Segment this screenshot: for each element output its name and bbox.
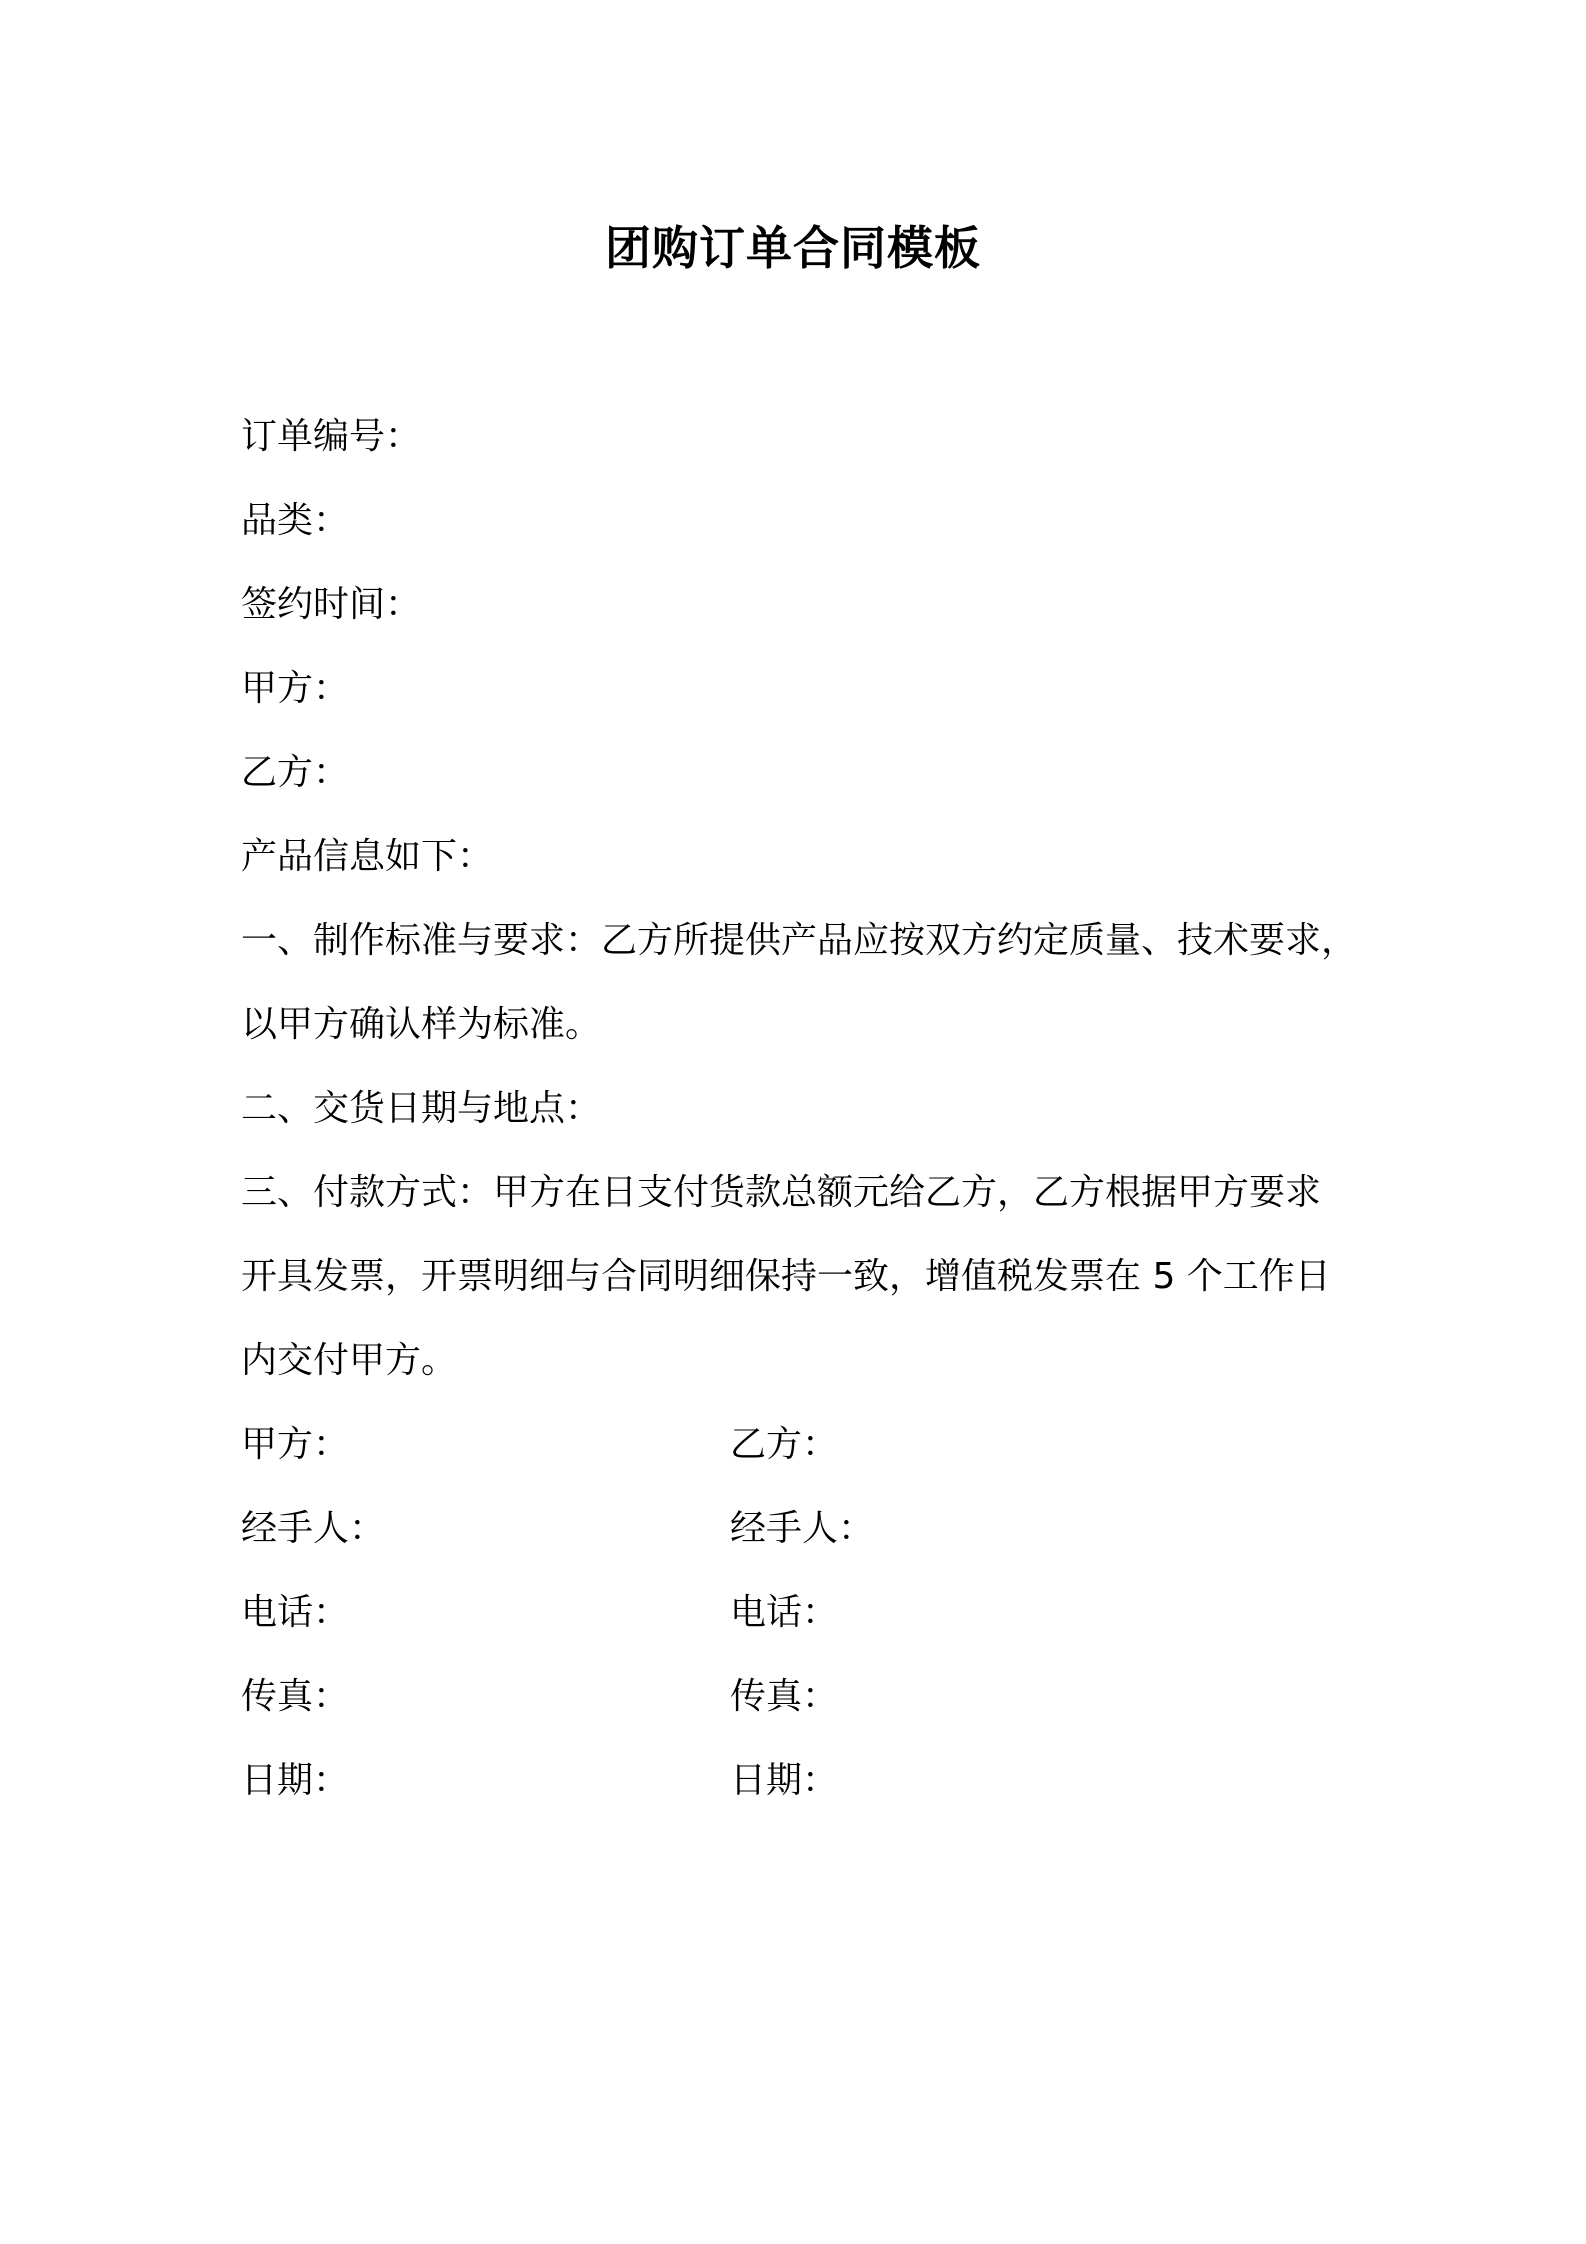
sig-b-phone: 电话： [730, 1592, 839, 1633]
sig-b-fax: 传真： [730, 1676, 839, 1717]
clause-3-line-3: 内交付甲方。 [241, 1340, 458, 1381]
document-title: 团购订单合同模板 [605, 221, 981, 275]
sig-a-date: 日期： [241, 1760, 350, 1801]
sig-b-handler: 经手人： [730, 1508, 875, 1549]
field-party-a: 甲方： [241, 668, 350, 709]
sig-b-party: 乙方： [730, 1424, 839, 1465]
sig-a-handler: 经手人： [241, 1508, 386, 1549]
field-category: 品类： [241, 500, 350, 541]
field-order-no: 订单编号： [241, 416, 422, 457]
field-sign-time: 签约时间： [241, 584, 422, 625]
sig-b-date: 日期： [730, 1760, 839, 1801]
clause-3-line-1: 三、付款方式：甲方在日支付货款总额元给乙方，乙方根据甲方要求 [241, 1172, 1322, 1213]
sig-a-phone: 电话： [241, 1592, 350, 1633]
clause-1-line-2: 以甲方确认样为标准。 [241, 1004, 602, 1045]
field-product-info: 产品信息如下： [241, 836, 494, 877]
clause-3-line-2: 开具发票，开票明细与合同明细保持一致，增值税发票在 5 个工作日 [241, 1256, 1331, 1297]
field-party-b: 乙方： [241, 752, 350, 793]
clause-2-line-1: 二、交货日期与地点： [241, 1088, 602, 1129]
clause-1-line-1: 一、制作标准与要求：乙方所提供产品应按双方约定质量、技术要求， [241, 920, 1358, 961]
sig-a-party: 甲方： [241, 1424, 350, 1465]
sig-a-fax: 传真： [241, 1676, 350, 1717]
